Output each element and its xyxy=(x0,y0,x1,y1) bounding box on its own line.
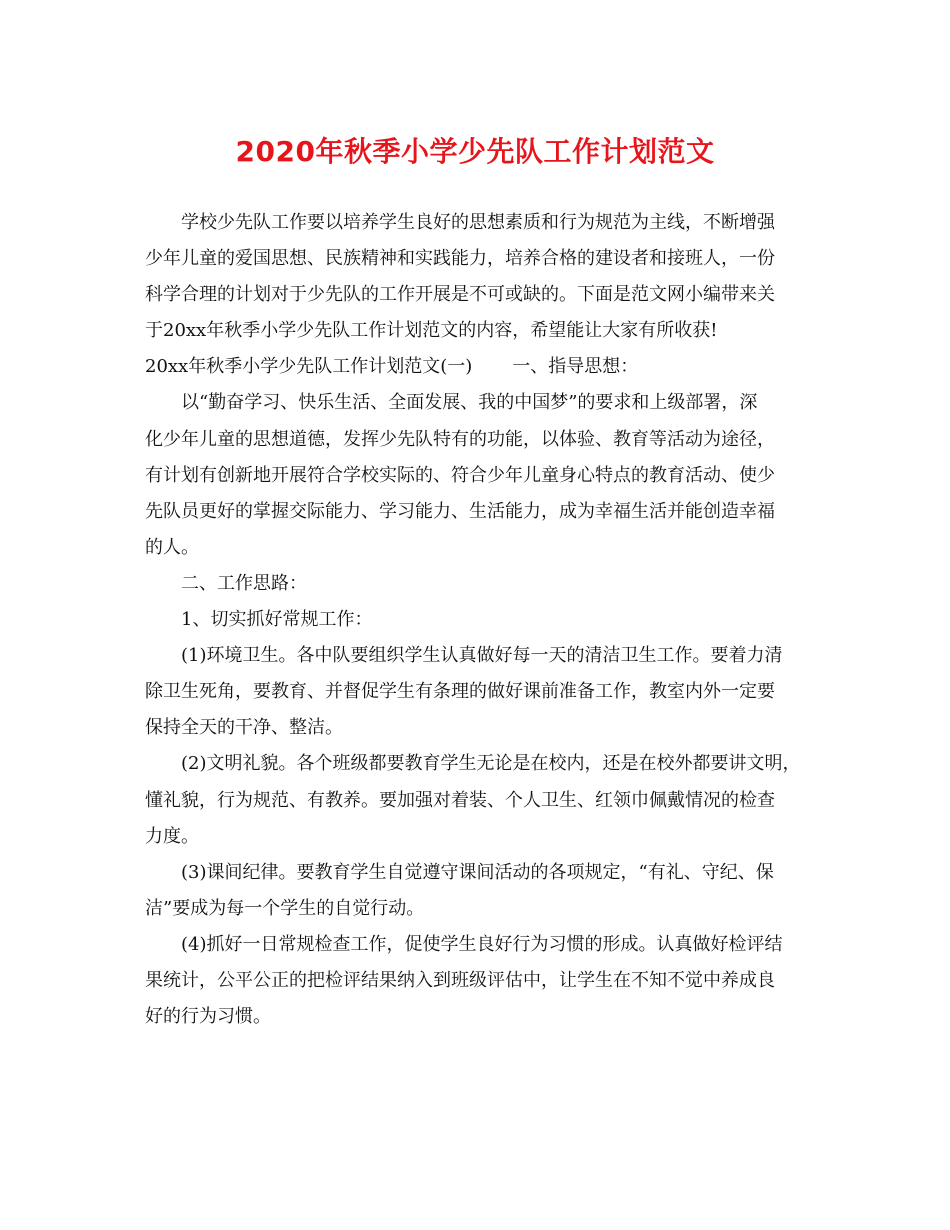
paragraph-line: 懂礼貌，行为规范、有教养。要加强对着装、个人卫生、红领巾佩戴情况的检查 xyxy=(145,789,775,811)
paragraph-line: (2)文明礼貌。各个班级都要教育学生无论是在校内，还是在校外都要讲文明， xyxy=(181,753,801,775)
document-body xyxy=(145,205,825,1035)
subtitle-text: 20xx年秋季小学少先队工作计划范文(一) xyxy=(145,356,473,378)
section-line xyxy=(145,349,825,385)
paragraph-line: 化少年儿童的思想道德，发挥少先队特有的功能，以体验、教育等活动为途径， xyxy=(145,428,775,450)
paragraph-line: 除卫生死角，要教育、并督促学生有条理的做好课前准备工作，教室内外一定要 xyxy=(145,681,775,703)
paragraph-line: 果统计，公平公正的把检评结果纳入到班级评估中，让学生在不知不觉中养成良 xyxy=(145,969,775,991)
heading-guiding-thought: 一、指导思想： xyxy=(512,356,639,378)
section-heading: 二、工作思路： xyxy=(181,572,307,594)
paragraph-line: 先队员更好的掌握交际能力、学习能力、生活能力，成为幸福生活并能创造幸福 xyxy=(145,500,775,522)
paragraph-line: 的人。 xyxy=(145,536,199,558)
paragraph-line: 好的行为习惯。 xyxy=(145,1006,271,1028)
paragraph-line: 有计划有创新地开展符合学校实际的、符合少年儿童身心特点的教育活动、使少 xyxy=(145,464,775,486)
paragraph-line: 洁”要成为每一个学生的自觉行动。 xyxy=(145,897,425,919)
paragraph-line: (4)抓好一日常规检查工作，促使学生良好行为习惯的形成。认真做好检评结 xyxy=(181,933,783,955)
paragraph-line: 于20xx年秋季小学少先队工作计划范文的内容，希望能让大家有所收获! xyxy=(145,320,718,342)
paragraph-line: (1)环境卫生。各中队要组织学生认真做好每一天的清洁卫生工作。要着力清 xyxy=(181,645,783,667)
paragraph-line: 科学合理的计划对于少先队的工作开展是不可或缺的。下面是范文网小编带来关 xyxy=(145,284,775,306)
paragraph-line: 学校少先队工作要以培养学生良好的思想素质和行为规范为主线，不断增强 xyxy=(181,212,775,233)
paragraph-line: 以“勤奋学习、快乐生活、全面发展、我的中国梦”的要求和上级部署，深 xyxy=(181,392,758,414)
paragraph-line: 保持全天的干净、整洁。 xyxy=(145,717,343,739)
paragraph-line: 少年儿童的爱国思想、民族精神和实践能力，培养合格的建设者和接班人，一份 xyxy=(145,248,775,270)
subsection-heading: 1、切实抓好常规工作： xyxy=(181,609,373,631)
document-title: 2020年秋季小学少先队工作计划范文 xyxy=(235,135,715,168)
paragraph-line: (3)课间纪律。要教育学生自觉遵守课间活动的各项规定，“有礼、守纪、保 xyxy=(181,861,774,883)
paragraph-line: 力度。 xyxy=(145,825,199,847)
